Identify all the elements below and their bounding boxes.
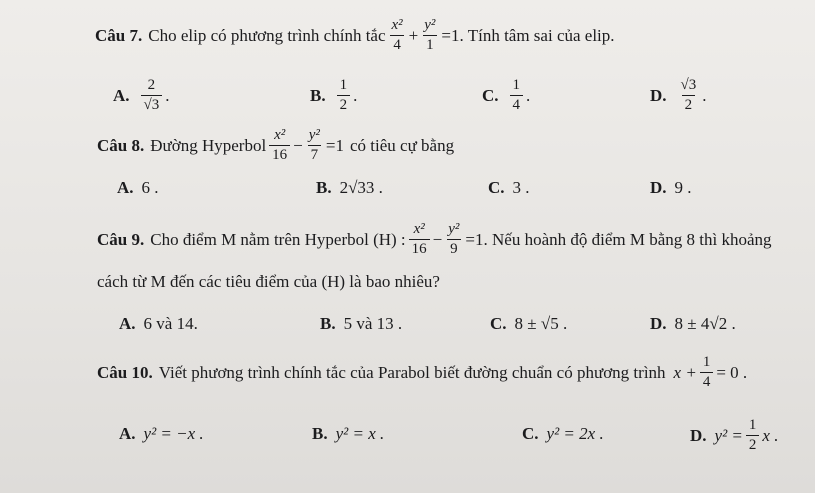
fraction: $\frac{1}{4}$ xyxy=(700,355,714,390)
question-10: Câu 10. Viết phương trình chính tắc của Parabol biết đường chuẩn có phương trình x + $\frac{1}{4}$ = 0 . xyxy=(97,354,748,390)
fraction: $\frac{\text{y²}}{9}$ xyxy=(448,221,460,257)
question-9-continued xyxy=(97,272,440,292)
question-text: . Tính tâm sai của elip. xyxy=(459,25,615,45)
option-b[interactable]: B. 5 và 13 . xyxy=(320,314,403,333)
option-a[interactable]: A. 6 . xyxy=(117,178,159,197)
option-b[interactable]: B. $\frac{1}{2}$ . xyxy=(310,77,358,113)
question-text: Cho điểm M nằm trên Hyperbol (H) : xyxy=(150,229,406,249)
fraction: $\frac{\text{x²}}{4}$ xyxy=(391,17,403,53)
fraction: $\frac{\text{y²}}{7}$ xyxy=(308,127,320,163)
option-c[interactable]: C. 3 . xyxy=(488,178,530,197)
option-d[interactable]: D. 8 ± 4√2 . xyxy=(650,314,736,333)
question-text: Viết phương trình chính tắc của Parabol biết đường chuẩn có phương trình xyxy=(158,362,666,382)
question-number: Câu 10. xyxy=(97,362,153,382)
option-b[interactable]: B. y² = x . xyxy=(312,424,385,443)
fraction: $\frac{\text{x²}}{16}$ xyxy=(269,128,290,163)
question-8: Câu 8. Đường Hyperbol $\frac{\text{x²}}{16}$ − $\frac{\text{y²}}{7}$ =1 có tiêu cự bằng xyxy=(97,127,455,163)
option-b[interactable]: B. 2√33 . xyxy=(316,178,383,197)
question-text: Đường Hyperbol xyxy=(150,135,267,155)
question-text: Cho elip có phương trình chính tắc xyxy=(148,25,386,45)
question-9: Câu 9. Cho điểm M nằm trên Hyperbol (H) : $\frac{\text{x²}}{16}$ − $\frac{\text{y²}}{9}$ =1 . Nếu hoành độ điểm M bằng 8 thì khoảng xyxy=(97,221,772,257)
fraction: $\frac{\text{x²}}{16}$ xyxy=(409,222,430,257)
option-a[interactable]: A. $\frac{2}{√3}$ . xyxy=(113,77,170,113)
option-a[interactable]: A. y² = −x . xyxy=(119,424,204,443)
option-d[interactable]: D. 9 . xyxy=(650,178,692,197)
question-text: có tiêu cự bằng xyxy=(350,135,455,155)
option-d[interactable]: D. y² = $\frac{1}{2}$ x . xyxy=(690,417,779,453)
option-a[interactable]: A. 6 và 14. xyxy=(119,314,198,333)
option-c[interactable]: C. $\frac{1}{4}$ . xyxy=(482,77,531,113)
question-text: . Nếu hoành độ điểm M bằng 8 thì khoảng xyxy=(483,229,772,249)
option-d[interactable]: D. $\frac{√3}{2}$ . xyxy=(650,77,707,113)
question-number: Câu 9. xyxy=(97,229,145,249)
option-c[interactable]: C. 8 ± √5 . xyxy=(490,314,568,333)
option-c[interactable]: C. y² = 2x . xyxy=(522,424,604,443)
question-number: Câu 8. xyxy=(97,135,145,155)
fraction: $\frac{\text{y²}}{1}$ xyxy=(424,17,436,53)
question-number: Câu 7. xyxy=(95,25,143,45)
question-7: Câu 7. Cho elip có phương trình chính tắc $\frac{\text{x²}}{4}$ + $\frac{\text{y²}}{1}$ =1 . Tính tâm sai của elip. xyxy=(95,17,615,53)
question-text: cách từ M đến các tiêu điểm của (H) là bao nhiêu? xyxy=(97,272,440,291)
